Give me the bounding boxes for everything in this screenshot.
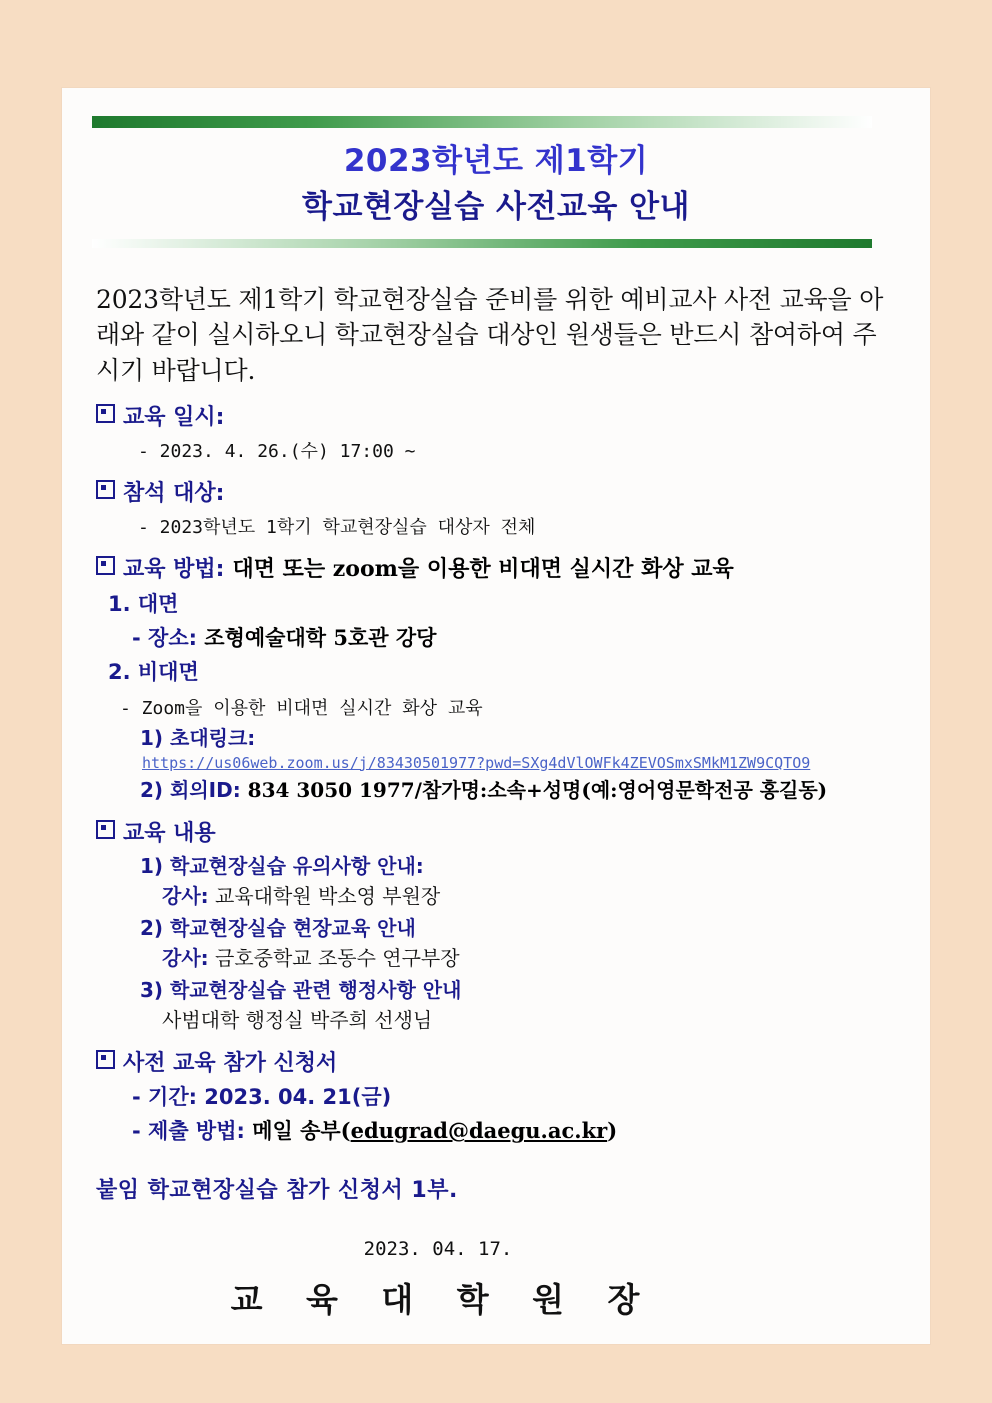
application-period-label: - 기간: xyxy=(132,1085,197,1110)
application-period-value: 2023. 04. 21(금) xyxy=(197,1085,392,1110)
zoom-invite-link[interactable]: https://us06web.zoom.us/j/83430501977?pwd=SXg4dVlOWFk4ZEVOSmxSMkM1ZW9CQTO9 xyxy=(142,753,811,772)
content-item-1-label: 1) 학교현장실습 유의사항 안내: xyxy=(140,854,424,879)
section-audience-heading xyxy=(96,479,900,509)
section-datetime-line: - 2023. 4. 26.(수) 17:00 ~ xyxy=(138,440,416,462)
method-item-1-place-value: 조형예술대학 5호관 강당 xyxy=(197,624,437,650)
content-item-3-instructor: 사범대학 행정실 박주희 선생님 xyxy=(162,1008,433,1033)
section-method-heading-text: 교육 방법: xyxy=(123,556,225,582)
bullet-square-icon xyxy=(96,404,115,423)
section-audience-line: - 2023학년도 1학기 학교현장실습 대상자 전체 xyxy=(138,516,536,538)
content-item-2-instructor-value: 금호중학교 조동수 연구부장 xyxy=(208,946,460,971)
document-page xyxy=(62,88,930,1344)
section-datetime-heading-text: 교육 일시: xyxy=(123,405,225,431)
method-item-1-label: 1. 대면 xyxy=(108,591,179,616)
application-email-link[interactable]: edugrad@daegu.ac.kr xyxy=(350,1118,608,1144)
section-content-heading xyxy=(96,819,900,849)
section-application-heading xyxy=(96,1049,900,1079)
content-item-1-instructor xyxy=(162,882,900,910)
section-method-heading-rest: 대면 또는 zoom을 이용한 비대면 실시간 화상 교육 xyxy=(232,555,734,582)
bullet-square-icon xyxy=(96,480,115,499)
bullet-square-icon xyxy=(96,556,115,575)
section-audience-heading-text: 참석 대상: xyxy=(123,480,225,506)
method-item-2-label: 2. 비대면 xyxy=(108,660,199,685)
header-top-bar xyxy=(92,116,872,128)
method-item-2-sub1-label: 1) 초대링크: xyxy=(140,725,256,750)
method-item-1-place-label: - 장소: xyxy=(132,625,197,650)
application-submit-tail: ) xyxy=(607,1118,618,1144)
bullet-square-icon xyxy=(96,1050,115,1069)
page-title-line1: 2023학년도 제1학기 xyxy=(343,143,649,179)
page-title-line2: 학교현장실습 사전교육 안내 xyxy=(302,188,690,225)
method-item-2-sub2-label: 2) 회의ID: xyxy=(140,777,241,802)
content-item-3-label: 3) 학교현장실습 관련 행정사항 안내 xyxy=(140,978,462,1003)
method-item-1-place xyxy=(132,623,900,653)
section-method-heading xyxy=(96,555,900,585)
content-item-2-instructor-label: 강사: xyxy=(162,946,209,971)
application-submit xyxy=(132,1116,900,1146)
application-period xyxy=(132,1083,900,1112)
intro-paragraph: 2023학년도 제1학기 학교현장실습 준비를 위한 예비교사 사전 교육을 아래와 같이 실시하오니 학교현장실습 대상인 원생들은 반드시 참여하여 주시기 바랍니다. xyxy=(96,284,884,385)
document-title-block xyxy=(92,128,900,239)
document-inner xyxy=(92,116,900,1321)
section-datetime-heading xyxy=(96,403,900,433)
bullet-square-icon xyxy=(96,820,115,839)
section-content-heading-text: 교육 내용 xyxy=(123,820,216,846)
section-application xyxy=(96,1049,900,1146)
content-item-2-instructor xyxy=(162,944,900,972)
content-item-2-label: 2) 학교현장실습 현장교육 안내 xyxy=(140,916,416,941)
section-datetime xyxy=(96,403,900,464)
section-application-heading-text: 사전 교육 참가 신청서 xyxy=(123,1051,338,1077)
section-audience xyxy=(96,479,900,540)
document-date: 2023. 04. 17. xyxy=(363,1237,513,1260)
method-item-2-sub2 xyxy=(140,776,900,804)
application-submit-value: 메일 송부( xyxy=(244,1118,351,1144)
header-bottom-bar xyxy=(92,239,872,248)
document-body xyxy=(92,282,900,1321)
content-item-1-instructor-value: 교육대학원 박소영 부원장 xyxy=(208,884,441,909)
application-submit-label: - 제출 방법: xyxy=(132,1119,245,1144)
section-method xyxy=(96,555,900,804)
content-item-1-instructor-label: 강사: xyxy=(162,884,209,909)
method-item-2-desc: - Zoom을 이용한 비대면 실시간 화상 교육 xyxy=(120,697,483,719)
method-item-2-sub2-value: 834 3050 1977/참가명:소속+성명(예:영어영문학전공 홍길동) xyxy=(240,777,828,802)
document-signature: 교 육 대 학 원 장 xyxy=(230,1279,656,1319)
section-content xyxy=(96,819,900,1035)
attachment-note: 붙임 학교현장실습 참가 신청서 1부. xyxy=(96,1177,458,1203)
